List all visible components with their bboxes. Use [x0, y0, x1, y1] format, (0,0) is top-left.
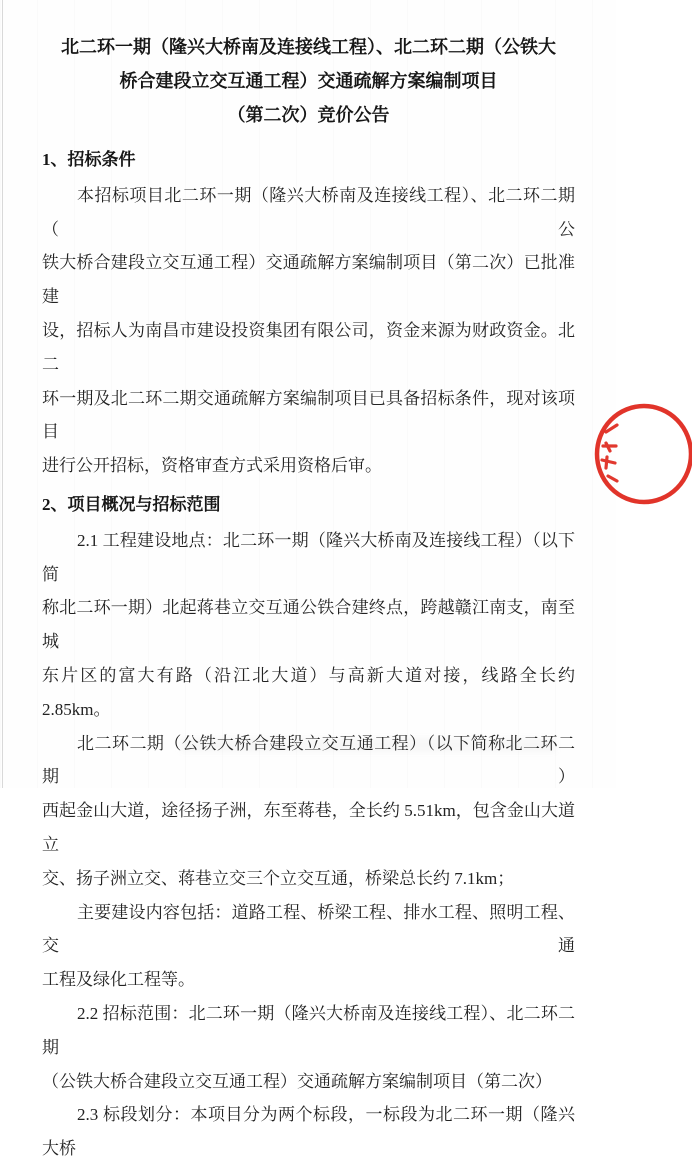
title-line: （第二次）竞价公告 [227, 105, 390, 125]
text-line: 设，招标人为南昌市建设投资集团有限公司，资金来源为财政资金。北二 [42, 320, 575, 374]
clause-2-3-paragraph [42, 1098, 575, 1166]
text-line: 交、扬子洲立交、蒋巷立交三个立交互通，桥梁总长约 7.1km； [42, 868, 515, 888]
text-line: （公铁大桥合建段立交互通工程）交通疏解方案编制项目（第二次） [42, 1071, 552, 1091]
text-line: 环一期及北二环二期交通疏解方案编制项目已具备招标条件，现对该项目 [42, 388, 575, 442]
section-1-paragraph [42, 179, 575, 483]
text-line: 2、项目概况与招标范围 [42, 494, 221, 514]
title-line: 北二环一期（隆兴大桥南及连接线工程）、北二环二期（公铁大 [61, 37, 556, 57]
title-line: 桥合建段立交互通工程）交通疏解方案编制项目 [119, 71, 498, 91]
construction-content-paragraph [42, 896, 575, 997]
official-seal-icon [592, 402, 692, 506]
text-line: 北二环二期（公铁大桥合建段立交互通工程）（以下简称北二环二期） [42, 733, 575, 787]
text-line: 2.2 招标范围：北二环一期（隆兴大桥南及连接线工程）、北二环二期 [42, 1003, 575, 1057]
text-line: 主要建设内容包括：道路工程、桥梁工程、排水工程、照明工程、交通 [42, 902, 575, 956]
clause-2-2-paragraph [42, 997, 575, 1098]
document-title [42, 30, 575, 132]
text-line: 东片区的富大有路（沿江北大道）与高新大道对接，线路全长约 2.85km。 [42, 665, 575, 719]
text-line: 西起金山大道，途径扬子洲，东至蒋巷，全长约 5.51km，包含金山大道立 [42, 801, 575, 854]
text-line: 本招标项目北二环一期（隆兴大桥南及连接线工程）、北二环二期（公 [42, 185, 575, 239]
text-line: 1、招标条件 [42, 150, 136, 169]
document-body [42, 143, 575, 1166]
document-content [42, 30, 575, 1166]
text-line: 铁大桥合建段立交互通工程）交通疏解方案编制项目（第二次）已批准建 [42, 253, 575, 307]
text-line: 工程及绿化工程等。 [42, 970, 195, 990]
scan-edge [2, 0, 3, 788]
text-line: 2.1 工程建设地点：北二环一期（隆兴大桥南及连接线工程）（以下简 [42, 530, 575, 584]
text-line: 进行公开招标，资格审查方式采用资格后审。 [42, 456, 382, 476]
clause-2-1-paragraph [42, 524, 575, 727]
section-1-heading [42, 143, 575, 177]
text-line: 称北二环一期）北起蒋巷立交互通公铁合建终点，跨越赣江南支，南至城 [42, 598, 575, 652]
text-line: 2.3 标段划分：本项目分为两个标段，一标段为北二环一期（隆兴大桥 [42, 1105, 575, 1159]
scan-smudge [180, 738, 556, 752]
section-2-heading [42, 488, 575, 522]
